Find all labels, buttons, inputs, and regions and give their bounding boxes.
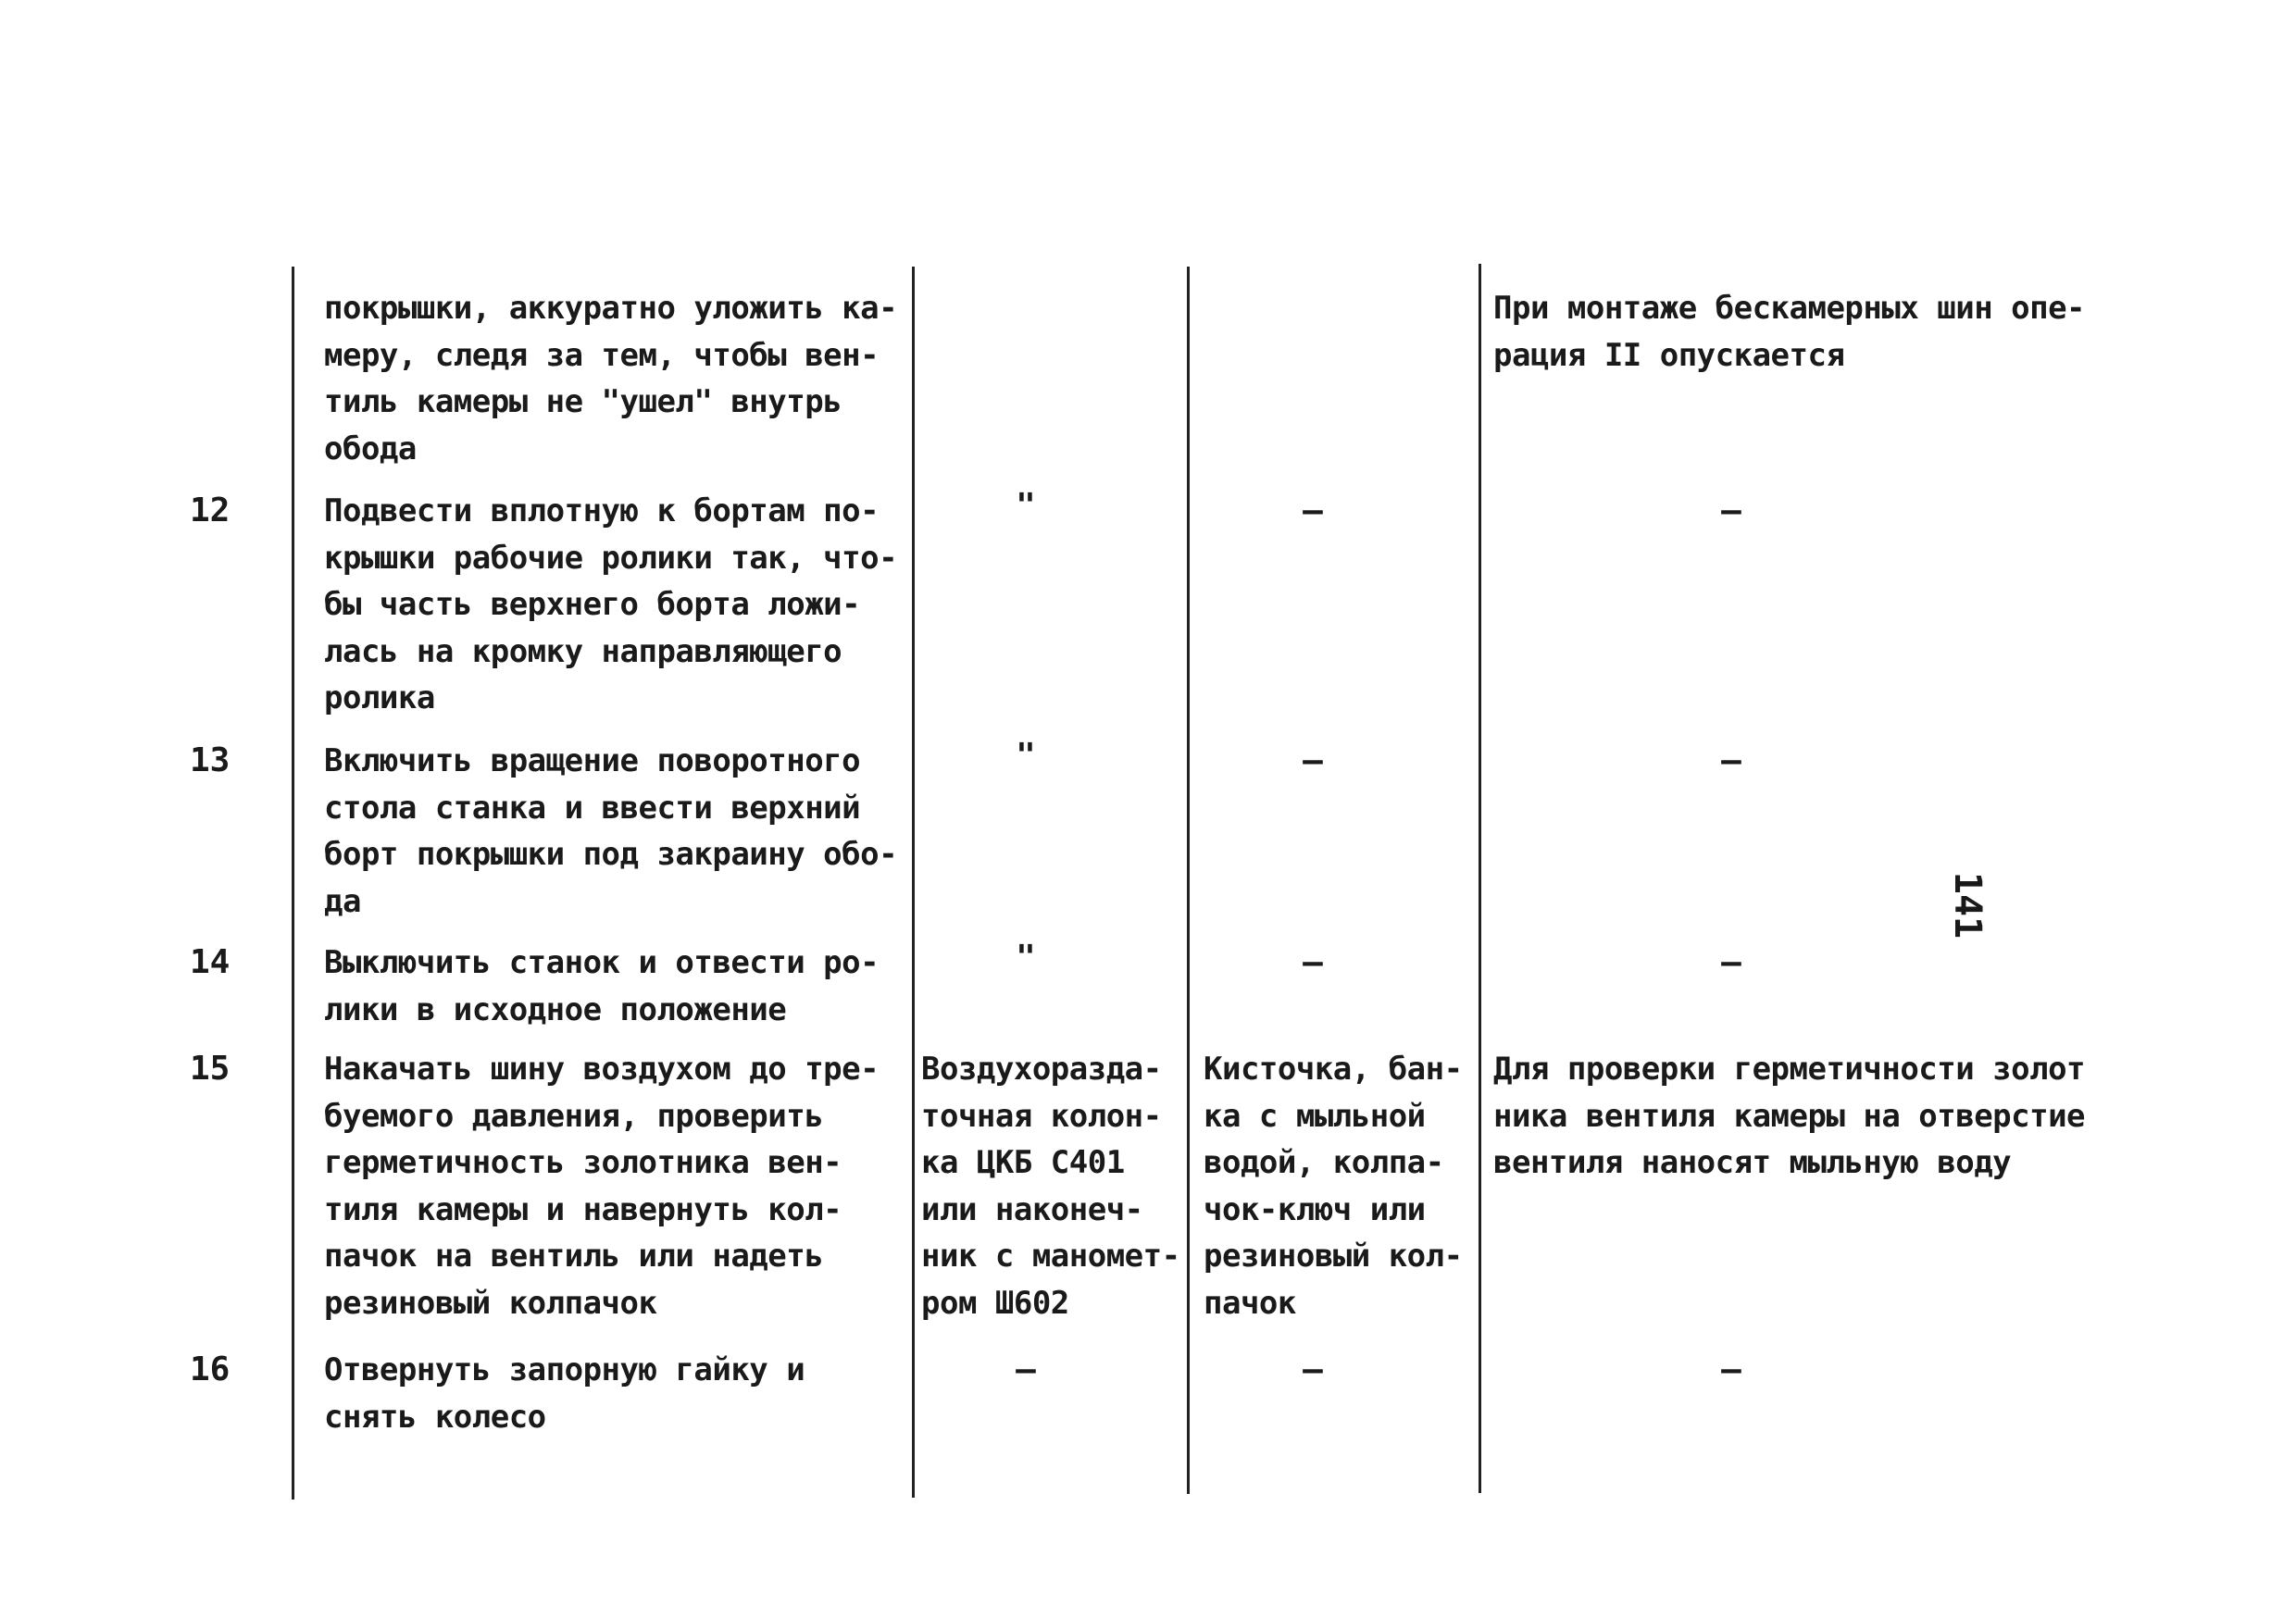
dash-mark: – xyxy=(1303,741,1323,779)
row-number: 13 xyxy=(190,741,231,779)
operation-text: Включить вращение поворотного стола станка и ввести верхний борт покрышки под закраину обо- да xyxy=(324,742,898,920)
row-number: 15 xyxy=(190,1050,231,1088)
dash-mark: – xyxy=(1303,1350,1323,1388)
dash-mark: – xyxy=(1721,943,1741,981)
row-number: 14 xyxy=(190,943,231,981)
page-number: 141 xyxy=(1946,871,1989,940)
dash-mark: – xyxy=(1303,943,1323,981)
equipment-text: Воздухоразда- точная колон- ка ЦКБ С401 или наконеч- ник с маномет- ром Ш602 xyxy=(921,1051,1180,1322)
dash-mark: – xyxy=(1721,741,1741,779)
column-rule-1 xyxy=(292,267,294,1500)
ditto-mark: " xyxy=(1016,939,1036,977)
row-number: 16 xyxy=(190,1350,231,1388)
note-text: При монтаже бескамерных шин опе- рация II опускается xyxy=(1493,290,2086,374)
dash-mark: – xyxy=(1303,492,1323,529)
ditto-mark: " xyxy=(1016,487,1036,525)
note-text: Для проверки герметичности золот ника вентиля камеры на отверстие вентиля наносят мыльную воду xyxy=(1493,1051,2086,1181)
dash-mark: – xyxy=(1016,1350,1036,1388)
dash-mark: – xyxy=(1721,492,1741,529)
dash-mark: – xyxy=(1721,1350,1741,1388)
tools-text: Кисточка, бан- ка с мыльной водой, колпа- чок-ключ или резиновый кол- пачок xyxy=(1204,1051,1463,1322)
operation-text: Отвернуть запорную гайку и снять колесо xyxy=(324,1351,805,1436)
operation-text: Подвести вплотную к бортам по- крышки рабочие ролики так, что- бы часть верхнего борта ложи- лась на кромку направляющего ролика xyxy=(324,492,898,716)
operation-text: Выключить станок и отвести ро- лики в исходное положение xyxy=(324,944,880,1028)
row-number: 12 xyxy=(190,492,231,529)
operation-text: покрышки, аккуратно уложить ка- меру, следя за тем, чтобы вен- тиль камеры не "ушел" внутрь обода xyxy=(324,290,898,467)
operation-text: Накачать шину воздухом до тре- буемого давления, проверить герметичность золотника вен- тиля камеры и навернуть кол- пачок на вентиль или надеть резиновый колпачок xyxy=(324,1051,880,1322)
ditto-mark: " xyxy=(1016,737,1036,775)
